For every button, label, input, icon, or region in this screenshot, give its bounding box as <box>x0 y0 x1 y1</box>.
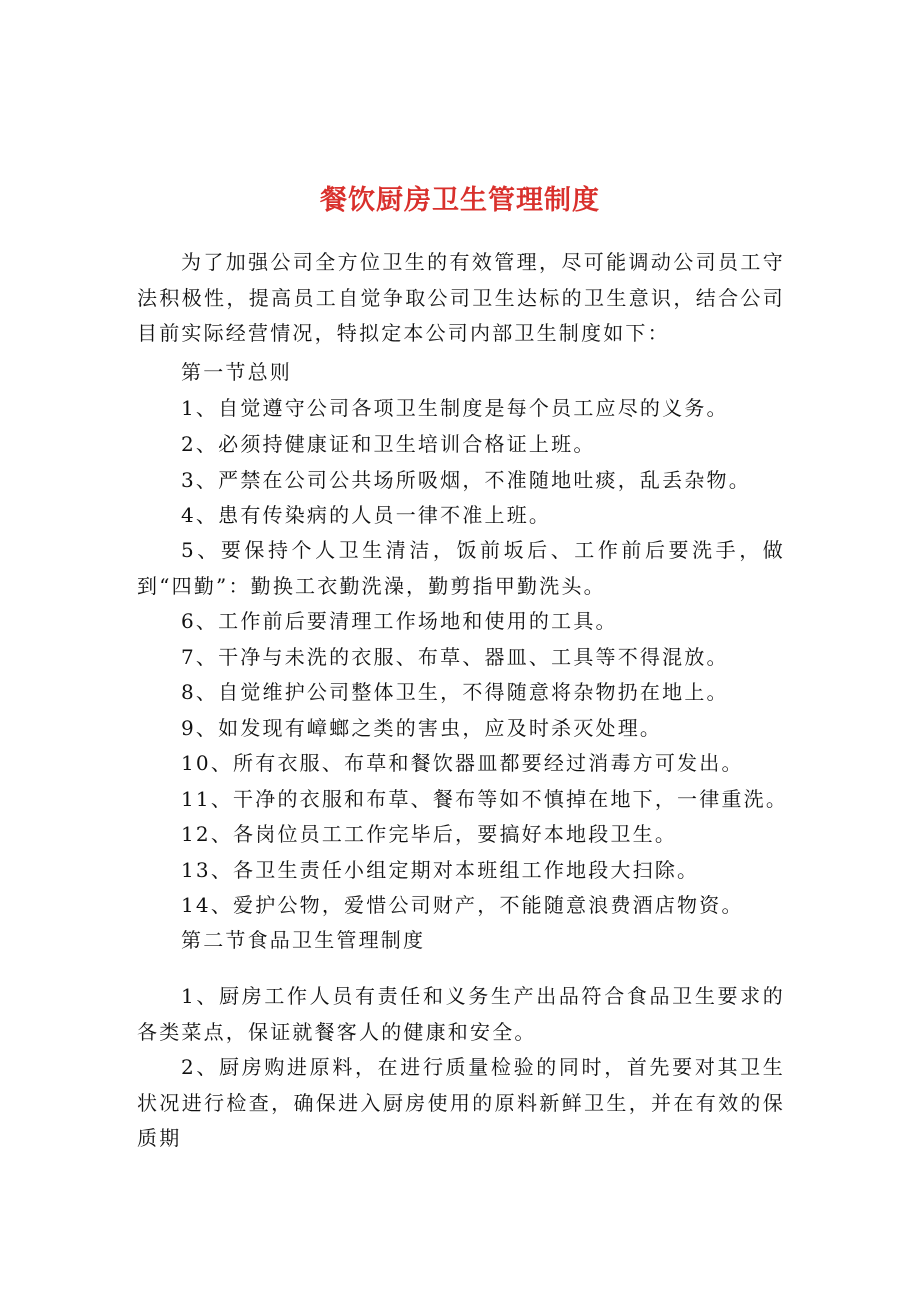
section-2-heading: 第二节食品卫生管理制度 <box>181 928 426 952</box>
section-1-item: 4、患有传染病的人员一律不准上班。 <box>181 503 552 527</box>
section-2-item: 1、厨房工作人员有责任和义务生产出品符合食品卫生要求的各类菜点，保证就餐客人的健康和安全。 <box>137 984 785 1044</box>
section-1-item: 3、严禁在公司公共场所吸烟，不准随地吐痰，乱丢杂物。 <box>181 468 751 492</box>
section-1-item: 2、必须持健康证和卫生培训合格证上班。 <box>181 432 596 456</box>
section-1-item: 11、干净的衣服和布草、餐布等如不慎掉在地下，一律重洗。 <box>181 787 789 811</box>
section-1-item: 1、自觉遵守公司各项卫生制度是每个员工应尽的义务。 <box>181 396 729 420</box>
section-1-item: 14、爱护公物，爱惜公司财产，不能随意浪费酒店物资。 <box>181 893 744 917</box>
section-1-item: 5、要保持个人卫生清洁，饭前坂后、工作前后要洗手，做到“四勤”：勤换工衣勤洗澡，勤剪指甲勤洗头。 <box>137 538 785 598</box>
section-1-item: 9、如发现有嶂螂之类的害虫，应及时杀灭处理。 <box>181 716 663 740</box>
intro-paragraph: 为了加强公司全方位卫生的有效管理，尽可能调动公司员工守法积极性，提高员工自觉争取公司卫生达标的卫生意识，结合公司目前实际经营情况，特拟定本公司内部卫生制度如下： <box>137 250 785 345</box>
section-1-item: 10、所有衣服、布草和餐饮器皿都要经过消毒方可发出。 <box>181 751 744 775</box>
page-title: 餐饮厨房卫生管理制度 <box>320 185 600 217</box>
section-1-item: 13、各卫生责任小组定期对本班组工作地段大扫除。 <box>181 858 700 882</box>
section-1-item: 7、干净与未洗的衣服、布草、器皿、工具等不得混放。 <box>181 645 729 669</box>
section-1-item: 6、工作前后要清理工作场地和使用的工具。 <box>181 609 618 633</box>
section-2-item: 2、厨房购进原料，在进行质量检验的同时，首先要对其卫生状况进行检查，确保进入厨房使用的原料新鲜卫生，并在有效的保质期 <box>137 1055 785 1150</box>
section-1-heading: 第一节总则 <box>181 360 292 384</box>
section-1-item: 8、自觉维护公司整体卫生，不得随意将杂物扔在地上。 <box>181 680 729 704</box>
section-1-item: 12、各岗位员工工作完毕后，要搞好本地段卫生。 <box>181 822 678 846</box>
